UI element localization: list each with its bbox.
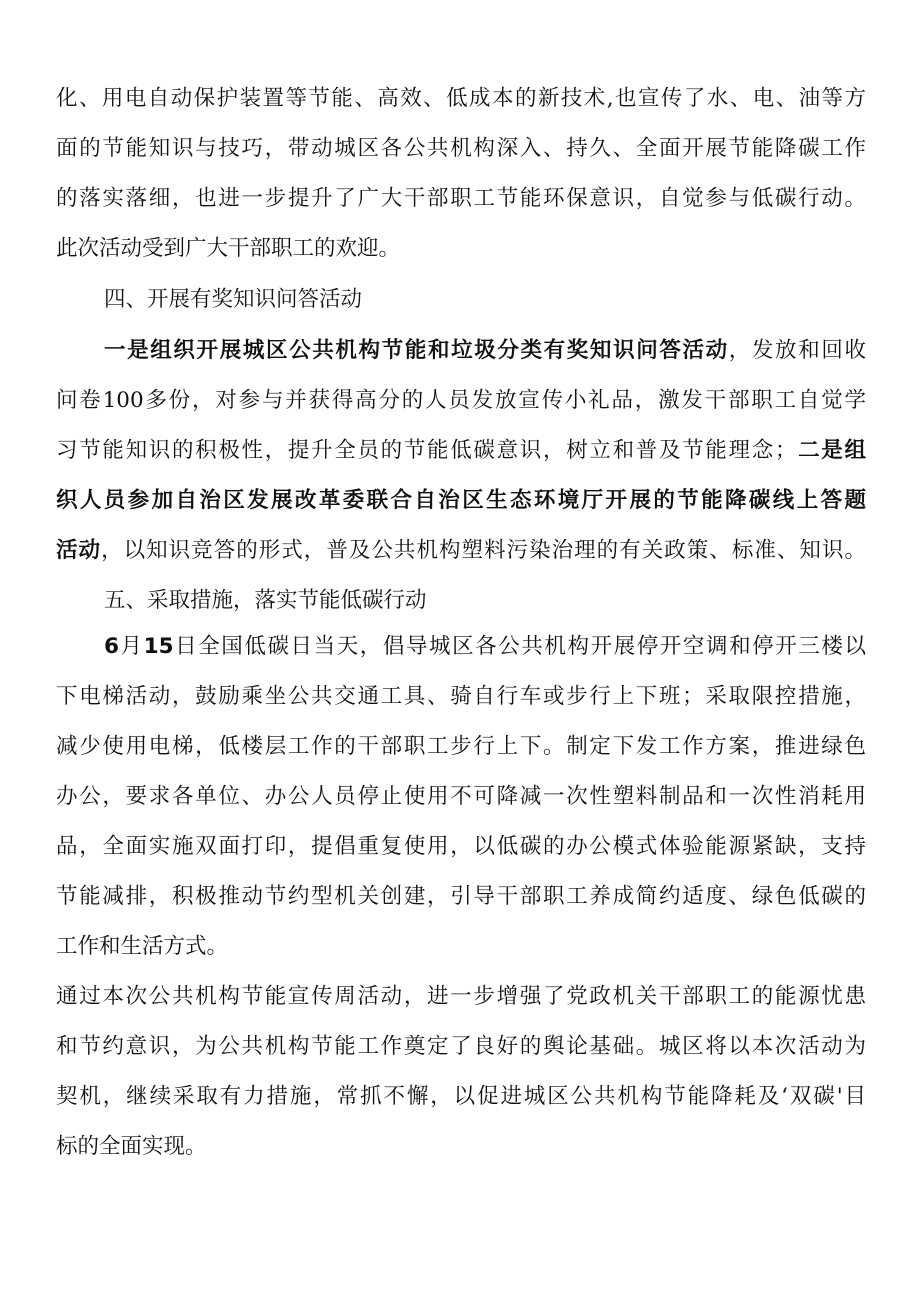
line-text: 日全国低碳日当天，倡导城区各公共机构开展停开空调和停开三楼以 <box>173 634 866 659</box>
paragraph-line: 品，全面实施双面打印，提倡重复使用，以低碳的办公模式体验能源紧缺，支持 <box>56 834 866 859</box>
paragraph-line: 契机，继续采取有力措施，常抓不懈，以促进城区公共机构节能降耗及‘双碳'目 <box>56 1084 866 1109</box>
paragraph-line: 减少使用电梯，低楼层工作的干部职工步行上下。制定下发工作方案，推进绿色 <box>56 734 866 759</box>
paragraph-line <box>104 632 866 662</box>
paragraph-line <box>104 336 866 366</box>
paragraph-line: 下电梯活动，鼓励乘坐公共交通工具、骑自行车或步行上下班；采取限控措施， <box>56 684 866 709</box>
paragraph-line <box>56 436 866 466</box>
line-text: 习节能知识的积极性，提升全员的节能低碳意识，树立和普及节能理念； <box>56 438 797 463</box>
paragraph-line: 办公，要求各单位、办公人员停止使用不可降减一次性塑料制品和一次性消耗用 <box>56 784 866 809</box>
paragraph-line: 面的节能知识与技巧，带动城区各公共机构深入、持久、全面开展节能降碳工作 <box>56 136 866 161</box>
line-text: ，以知识竞答的形式，普及公共机构塑料污染治理的有关政策、标准、知识。 <box>101 538 866 563</box>
paragraph-line: 通过本次公共机构节能宣传周活动，进一步增强了党政机关干部职工的能源忧患 <box>56 984 866 1009</box>
bold-lead: 二是组 <box>796 438 866 463</box>
bold-lead: 活动 <box>56 538 102 563</box>
section-heading: 五、采取措施，落实节能低碳行动 <box>104 588 427 613</box>
date-number: 6 <box>104 634 119 659</box>
paragraph-line: 工作和生活方式。 <box>56 934 229 959</box>
line-text: 月 <box>118 634 144 659</box>
paragraph-line <box>56 536 866 566</box>
paragraph-line: 的落实落细，也进一步提升了广大干部职工节能环保意识，自觉参与低碳行动。 <box>56 186 866 211</box>
section-heading: 四、开展有奖知识问答活动 <box>104 287 363 312</box>
paragraph-line: 节能减排，积极推动节约型机关创建，引导干部职工养成简约适度、绿色低碳的 <box>56 884 866 909</box>
paragraph-line: 此次活动受到广大干部职工的欢迎。 <box>56 236 401 261</box>
paragraph-line: 问卷100多份，对参与并获得高分的人员发放宣传小礼品，激发干部职工自觉学 <box>56 388 866 413</box>
paragraph-line: 标的全面实现。 <box>56 1134 207 1159</box>
paragraph-line: 化、用电自动保护装置等节能、高效、低成本的新技术,也宣传了水、电、油等方 <box>56 86 866 111</box>
date-number: 15 <box>143 634 174 659</box>
bold-lead: 一是组织开展城区公共机构节能和垃圾分类有奖知识问答活动 <box>104 338 729 363</box>
paragraph-line: 织人员参加自治区发展改革委联合自治区生态环境厅开展的节能降碳线上答题 <box>56 488 866 513</box>
line-text: ，发放和回收 <box>728 338 866 363</box>
paragraph-line: 和节约意识，为公共机构节能工作奠定了良好的舆论基础。城区将以本次活动为 <box>56 1034 866 1059</box>
